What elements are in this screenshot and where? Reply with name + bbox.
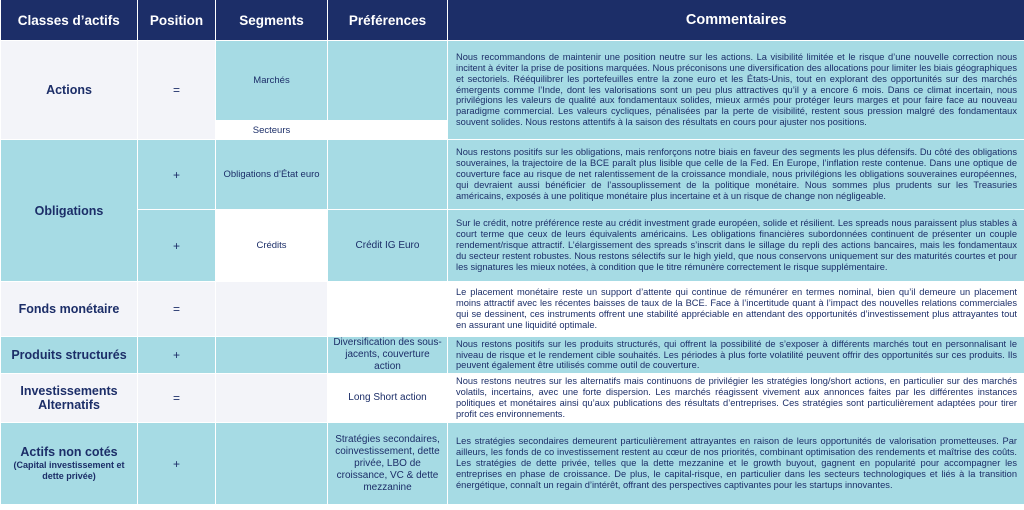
preference-fonds-monetaire bbox=[328, 282, 448, 337]
position-actions: = bbox=[138, 41, 216, 140]
preference-credits: Crédit IG Euro bbox=[328, 210, 448, 282]
segment-produits-structures bbox=[216, 337, 328, 374]
comment-actions: Nous recommandons de maintenir une position neutre sur les actions. La visibilité limitée et le risque d’une nouvelle correction nous incitent à éviter la prise de positions marquées. Nous préconisons une diversification des allocations pour limiter les biais géographiques et sectoriels. Rééquilibrer les portefeuilles entre la zone euro et les États-Unis, tout en explorant des opportunités sur des marchés émergents comme l’Inde, dont les valorisations sont un peu plus attractives qu’il y a encore 6 mois. Dans ce climat incertain, nous privilégions les valeurs de qualité aux fondamentaux solides, mieux armés pour protéger leurs marges et pour faire face au nouveau paradigme commercial. Les valeurs cycliques, pénalisées par la perte de visibilité, restent sous pression malgré des fondamentaux souvent solides. Nous restons attentifs à la saison des résultats en cours pour ajuster nos positions. bbox=[448, 41, 1024, 140]
position-produits-structures: + bbox=[138, 337, 216, 374]
segment-secteurs: Secteurs bbox=[216, 121, 328, 140]
header-row bbox=[1, 0, 1024, 41]
header-classes: Classes d’actifs bbox=[1, 0, 138, 41]
position-credits: + bbox=[138, 210, 216, 282]
position-fonds-monetaire: = bbox=[138, 282, 216, 337]
preference-obligations-etat bbox=[328, 140, 448, 210]
header-position: Position bbox=[138, 0, 216, 41]
header-preferences: Préférences bbox=[328, 0, 448, 41]
preference-produits-structures: Diversification des sous-jacents, couverture action bbox=[328, 337, 448, 374]
class-fonds-monetaire: Fonds monétaire bbox=[1, 282, 138, 337]
comment-credits: Sur le crédit, notre préférence reste au crédit investment grade européen, solide et résilient. Les spreads nous paraissent plus stables à court terme que ceux de leurs équivalents américains. Les obligations financières subordonnées continuent de présenter un couple rendement/risque attractif. L’élargissement des spreads s’inscrit dans le sillage du repli des actions bancaires, mais les fondamentaux du secteur restent robustes. Nous restons sélectifs sur le high yield, que nous conservons uniquement sur des maturités courtes et pour les signatures les mieux notées, à condition que le titre rémunère correctement le risque supplémentaire. bbox=[448, 210, 1024, 282]
row-produits-structures bbox=[1, 337, 1024, 374]
row-fonds-monetaire bbox=[1, 282, 1024, 337]
segment-obligations-etat: Obligations d’État euro bbox=[216, 140, 328, 210]
class-actions: Actions bbox=[1, 41, 138, 140]
class-investissements-alternatifs: Investissements Alternatifs bbox=[1, 374, 138, 423]
preference-secteurs bbox=[328, 121, 448, 140]
actifs-non-cotes-sublabel: (Capital investissement et dette privée) bbox=[13, 460, 125, 481]
preference-marches bbox=[328, 41, 448, 121]
row-obligations-etat bbox=[1, 140, 1024, 210]
comment-investissements-alternatifs: Nous restons neutres sur les alternatifs mais continuons de privilégier les stratégies long/short actions, en particulier sur des marchés volatils, incertains, avec une forte dispersion. Les marchés réagissent vivement aux annonces faites par les différentes instances politiques et monétaires ainsi qu’aux publications des résultats d’entreprises. Ces stratégies sont particulièrement adaptées pour tirer profit ces environnements. bbox=[448, 374, 1024, 423]
position-investissements-alternatifs: = bbox=[138, 374, 216, 423]
position-actifs-non-cotes: + bbox=[138, 423, 216, 505]
preference-investissements-alternatifs: Long Short action bbox=[328, 374, 448, 423]
header-segments: Segments bbox=[216, 0, 328, 41]
position-obligations-etat: + bbox=[138, 140, 216, 210]
comment-actifs-non-cotes: Les stratégies secondaires demeurent particulièrement attrayantes en raison de leurs opportunités de valorisation prometteuses. Par ailleurs, les fonds de co investissement restent au cœur de nos priorités, combinant optimisation des rendements et maîtrise des coûts. Les stratégies de dette privée, telles que la dette mezzanine et le growth buyout, gagnent en popularité pour accompagner les entreprises en phase de croissance. De plus, le capital-risque, en particulier dans les secteurs technologiques et liés à la transition énergétique, connaît un regain d’intérêt, offrant des perspectives captivantes pour les startups innovantes. bbox=[448, 423, 1024, 505]
comment-produits-structures: Nous restons positifs sur les produits structurés, qui offrent la possibilité de s’exposer à différents marchés tout en personnalisant le niveau de risque et le rendement cible souhaités. Les périodes à plus forte volatilité peuvent offrir des opportunités sur ces produits. Ils peuvent également être utilisés comme outil de couverture. bbox=[448, 337, 1024, 374]
comment-fonds-monetaire: Le placement monétaire reste un support d’attente qui continue de rémunérer en termes nominal, bien qu’il demeure un placement moins attractif avec les récentes baisses de taux de la BCE. Face à l’incertitude quant à l’impact des nouvelles relations commerciales qui se dessinent, ces instruments offrent une stabilité appréciable en attendant des opportunités d’investissement plus attrayantes tout en assurant une liquidité optimale. bbox=[448, 282, 1024, 337]
actifs-non-cotes-label: Actifs non cotés bbox=[20, 445, 118, 459]
class-actifs-non-cotes bbox=[1, 423, 138, 505]
header-commentaires: Commentaires bbox=[448, 0, 1024, 41]
row-investissements-alternatifs bbox=[1, 374, 1024, 423]
comment-obligations-etat: Nous restons positifs sur les obligations, mais renforçons notre biais en faveur des segments les plus défensifs. Du côté des obligations souveraines, la trajectoire de la BCE paraît plus lisible que celle de la Fed. En Europe, l’inflation reste contenue. Dans une optique de couverture face au risque de net ralentissement de la croissance mondiale, nous privilégions les obligations souveraines européennes, qui devraient aussi bénéficier de l’assouplissement de la politique monétaire. Nous sommes plus prudents sur les Treasuries américains, exposés à une politique monétaire plus incertaine et à un risque de change non négligeable. bbox=[448, 140, 1024, 210]
class-produits-structures: Produits structurés bbox=[1, 337, 138, 374]
segment-actifs-non-cotes bbox=[216, 423, 328, 505]
row-actifs-non-cotes bbox=[1, 423, 1024, 505]
segment-marches: Marchés bbox=[216, 41, 328, 121]
row-obligations-credits bbox=[1, 210, 1024, 282]
segment-investissements-alternatifs bbox=[216, 374, 328, 423]
preference-actifs-non-cotes: Stratégies secondaires, coinvestissement, dette privée, LBO de croissance, VC & dette mezzanine bbox=[328, 423, 448, 505]
class-obligations: Obligations bbox=[1, 140, 138, 282]
segment-fonds-monetaire bbox=[216, 282, 328, 337]
row-actions-marches bbox=[1, 41, 1024, 121]
segment-credits: Crédits bbox=[216, 210, 328, 282]
